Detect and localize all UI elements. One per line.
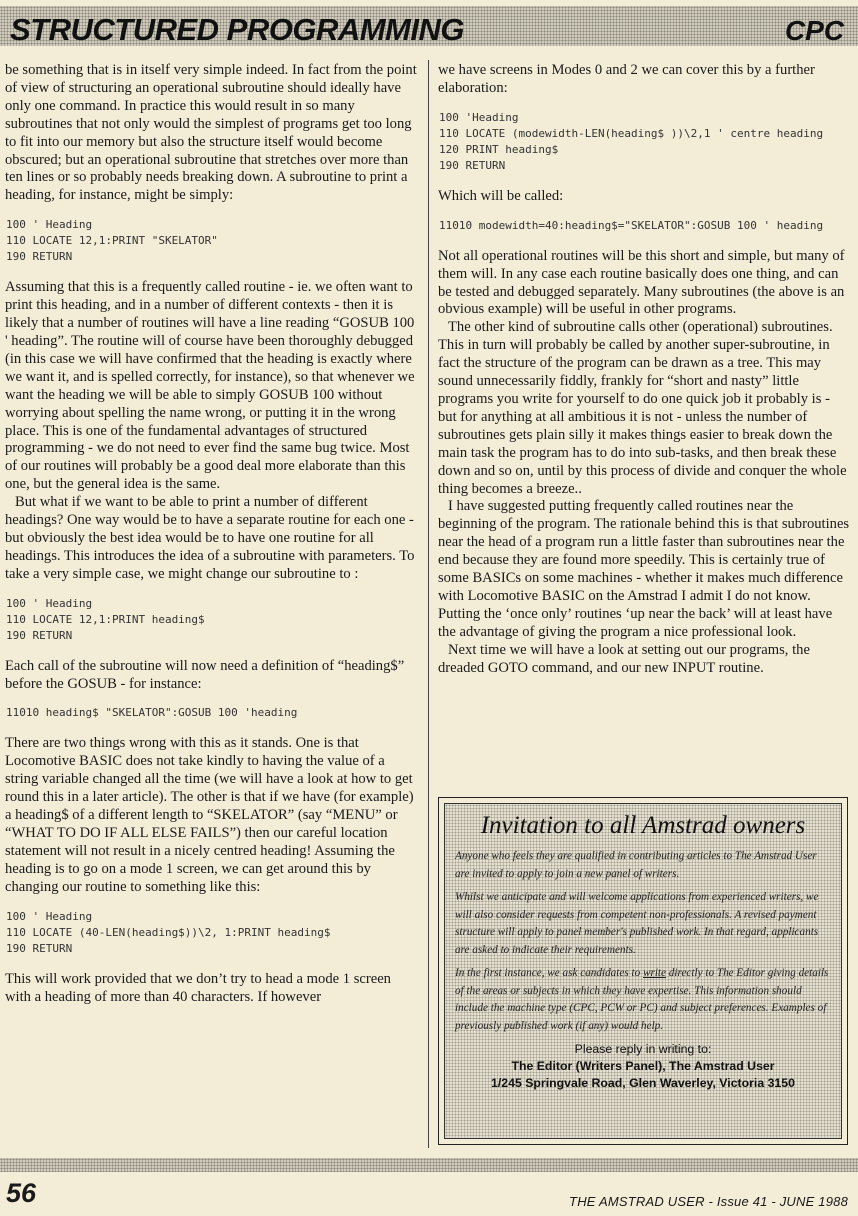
paragraph: be something that is in itself very simple indeed. In fact from the point of view of structuring an operational subroutine should ideally have only one command. In practice this would result in so many subroutines that not only would the simplest of programs get too long to fit into our memory but also the structure itself would become obscured; but an operational subroutine that stretches over more than ten lines or so probably needs breaking down. A subroutine to print a heading, for instance, might be simply: [5,62,417,204]
paragraph: Next time we will have a look at setting out our programs, the dreaded GOTO command, and our new INPUT routine. [438,641,810,676]
paragraph: The other kind of subroutine calls other (operational) subroutines. This in turn will probably be called by another super-subroutine, in fact the structure of the program can be drawn as a tree. This may sound unnecessarily fiddly, frankly for “short and nasty” little programs you write for yourself to do one quick job it probably is - but for anything at all ambitious it is not - unless the number of subroutines gets plain silly it makes things easier to break down the main task the program has to do into sub-tasks, and then break these down and so on, until by this process of divide and conquer the whole thing becomes a breeze.. [438,319,847,497]
paragraph: Which will be called: [438,187,564,204]
code-listing: 100 ' Heading 110 LOCATE (40-LEN(heading$))\2, 1:PRINT heading$ 190 RETURN [6,909,331,955]
code-listing: 100 'Heading 110 LOCATE (modewidth-LEN(heading$ ))\2,1 ' centre heading 120 PRINT heading$ 190 RETURN [439,110,824,172]
notice-paragraph: Anyone who feels they are qualified in contributing articles to The Amstrad User are invited to apply to join a new panel of writers. [455,850,817,880]
code-listing: 11010 heading$ "SKELATOR":GOSUB 100 'heading [6,706,298,720]
paragraph: Each call of the subroutine will now need a definition of “heading$” before the GOSUB - for instance: [5,657,405,692]
paragraph: Not all operational routines will be this short and simple, but many of them will. In any case each routine basically does one thing, and can be tested and debugged separately. Many subroutines (the above is an obvious example) will be useful in other programs. [438,247,845,318]
reply-instruction: Please reply in writing to: [574,1042,712,1056]
section-title: STRUCTURED PROGRAMMING [10,12,464,47]
paragraph: There are two things wrong with this as it stands. One is that Locomotive BASIC does not take kindly to having the value of a string variable changed all the time (we will have a look at how to get round this in a later article). The other is that if we have (for example) a heading$ of a different length to “SKELATOR” (say “MENU” or “WHAT TO DO IF ALL ELSE FAILS”) then our careful location statement will not result in a nicely centred heading! Assuming the heading is to go on a mode 1 screen, we can get around this by changing our routine to something like this: [5,735,414,895]
editor-address [455,1075,831,1092]
editor-addressee [455,1058,831,1075]
publication-info: THE AMSTRAD USER - Issue 41 - JUNE 1988 [569,1194,848,1209]
notice-emphasis: write [643,967,666,979]
paragraph: we have screens in Modes 0 and 2 we can cover this by a further elaboration: [438,62,815,96]
platform-tag: CPC [784,15,844,46]
code-listing: 100 ' Heading 110 LOCATE 12,1:PRINT "SKELATOR" 190 RETURN [6,218,218,264]
code-listing: 100 ' Heading 110 LOCATE 12,1:PRINT heading$ 190 RETURN [6,596,205,642]
invitation-notice-inner [444,803,842,1139]
paragraph: Assuming that this is a frequently called routine - ie. we often want to print this heading, and in a number of different contexts - then it is likely that a number of routines will have a line reading “GOSUB 100 ' heading”. The routine will of course have been thoroughly debugged (in this case we will have confirmed that the heading is exactly where we want it, and is spelled correctly, for instance), so that whenever we want the heading we will be able to simply GOSUB 100 without worrying about spelling the name wrong, or putting it in the wrong place. This is one of the fundamental advantages of structured programming - we do not need to ever find the same bug twice. Most of our routines will probably be a good deal more elaborate than this one, but the general idea is the same. [5,279,415,493]
header-band [0,6,858,46]
addressee-text: The Editor (Writers Panel), The Amstrad User [511,1059,775,1073]
right-column [438,62,850,677]
notice-paragraph [455,965,831,1035]
invitation-notice [438,797,848,1145]
paragraph: This will work provided that we don’t try to head a mode 1 screen with a heading of more than 40 characters. If however [5,970,391,1005]
page-number: 56 [6,1178,37,1208]
address-text: 1/245 Springvale Road, Glen Waverley, Victoria 3150 [491,1076,795,1090]
code-listing: 11010 modewidth=40:heading$="SKELATOR":GOSUB 100 ' heading [439,218,824,232]
left-column [5,62,417,1018]
paragraph: But what if we want to be able to print a number of different headings? One way would be to have a separate routine for each one - but obviously the best idea would be to have one routine for all headings. This introduces the idea of a subroutine with parameters. To take a very simple case, we might change our subroutine to : [5,494,415,582]
column-divider [428,60,429,1148]
notice-text: directly to The Editor giving details of the areas or subjects in which they have expertise. This information should include the machine type (CPC, PCW or PC) and subject preferences. Examples of previously published work (if any) would help. [455,967,829,1032]
footer-band [0,1158,858,1172]
notice-paragraph: Whilst we anticipate and will welcome applications from experienced writers, we will also consider requests from competent non-professionals. A revised payment structure will apply to panel member's published work. In that regard, applicants are asked to indicate their requirements. [455,891,819,956]
notice-text: In the first instance, we ask candidates to [455,967,643,979]
paragraph: I have suggested putting frequently called routines near the beginning of the program. The rationale behind this is that subroutines near the head of a program run a little faster than subroutines near the end because they are found more speedily. This is certainly true of some BASICs on some machines - whether it makes much difference with Locomotive BASIC on the Amstrad I admit I do not know. Putting the ‘once only’ routines ‘up near the back’ will at least have the advantage of giving the program a nice professional look. [438,498,850,640]
notice-title: Invitation to all Amstrad owners [480,812,806,839]
